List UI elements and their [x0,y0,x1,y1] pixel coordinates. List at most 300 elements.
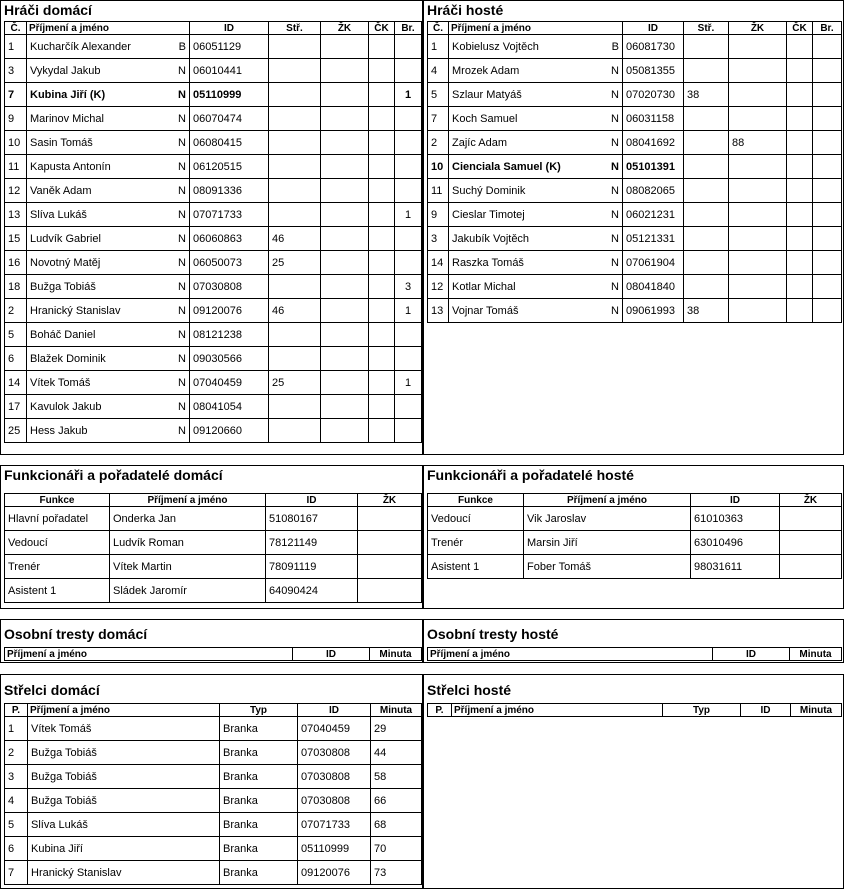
cell-name [449,179,623,203]
cell-yellow-card [729,227,787,251]
player-name: Vojnar Tomáš [452,304,519,317]
player-position: N [178,136,186,149]
cell-goals [813,35,842,59]
cell-name [449,131,623,155]
cell-shots [269,59,321,83]
cell-goals [395,155,422,179]
cell-name: Sládek Jaromír [110,579,266,603]
player-position: N [611,184,619,197]
cell-red-card [787,35,813,59]
col-yellow-card: ŽK [358,494,422,507]
cell-goals: 1 [395,203,422,227]
cell-role: Trenér [5,555,110,579]
col-id: ID [691,494,780,507]
cell-yellow-card [358,579,422,603]
cell-id: 07030808 [298,765,371,789]
table-row [428,179,842,203]
col-shots: Stř. [269,22,321,35]
cell-shots: 25 [269,371,321,395]
cell-num: 5 [5,323,27,347]
cell-red-card [787,107,813,131]
cell-order: 7 [5,861,28,885]
cell-name: Onderka Jan [110,507,266,531]
cell-name [27,371,190,395]
table-row [5,107,422,131]
cell-yellow-card [358,507,422,531]
away-penalties-table [427,647,842,661]
cell-shots [269,203,321,227]
cell-order: 3 [5,765,28,789]
cell-red-card [787,299,813,323]
col-id: ID [266,494,358,507]
cell-yellow-card [321,35,369,59]
cell-name: Vítek Martin [110,555,266,579]
cell-shots [269,179,321,203]
table-row [428,251,842,275]
cell-name [449,203,623,227]
cell-id: 06081730 [623,35,684,59]
cell-shots [684,251,729,275]
cell-id: 06051129 [190,35,269,59]
table-row [5,789,422,813]
table-row [5,251,422,275]
col-id: ID [623,22,684,35]
player-position: N [178,208,186,221]
cell-yellow-card [321,323,369,347]
player-name: Slíva Lukáš [30,208,87,221]
cell-yellow-card [321,419,369,443]
col-name: Příjmení a jméno [449,22,623,35]
cell-order: 2 [5,741,28,765]
cell-red-card [787,179,813,203]
home-penalties-title: Osobní tresty domácí [4,626,148,642]
cell-goals [395,323,422,347]
cell-num: 12 [5,179,27,203]
player-position: N [178,328,186,341]
table-row [428,203,842,227]
col-type: Typ [220,704,298,717]
cell-goals: 3 [395,275,422,299]
table-row [5,299,422,323]
player-position: N [178,88,186,101]
cell-goals [395,227,422,251]
cell-name [449,275,623,299]
player-name: Mrozek Adam [452,64,520,77]
cell-name [27,323,190,347]
cell-name: Vítek Tomáš [28,717,220,741]
player-position: B [178,40,186,53]
away-officials-table [427,493,842,579]
cell-shots [269,131,321,155]
cell-name [27,203,190,227]
table-row [5,765,422,789]
cell-yellow-card [321,179,369,203]
cell-yellow-card [321,59,369,83]
cell-id: 05121331 [623,227,684,251]
table-header-row [5,704,422,717]
cell-shots: 38 [684,299,729,323]
table-header-row [5,494,422,507]
cell-red-card [369,131,395,155]
home-players-panel [0,0,423,455]
table-row [428,59,842,83]
cell-red-card [787,59,813,83]
cell-red-card [369,59,395,83]
player-position: N [611,88,619,101]
cell-shots: 25 [269,251,321,275]
table-row [5,419,422,443]
cell-num: 17 [5,395,27,419]
cell-yellow-card [729,83,787,107]
cell-goals [813,275,842,299]
cell-num: 13 [428,299,449,323]
cell-goals [813,227,842,251]
cell-name: Vik Jaroslav [524,507,691,531]
table-header-row [5,22,422,35]
player-name: Hess Jakub [30,424,88,437]
col-minute: Minuta [791,704,842,717]
col-order: P. [5,704,28,717]
table-row [5,717,422,741]
cell-red-card [369,371,395,395]
cell-id: 07071733 [298,813,371,837]
table-row [428,131,842,155]
cell-red-card [369,275,395,299]
player-name: Kubina Jiří (K) [30,88,106,101]
col-name: Příjmení a jméno [428,648,713,661]
table-row [5,59,422,83]
player-position: N [178,304,186,317]
cell-id: 63010496 [691,531,780,555]
cell-id: 09120660 [190,419,269,443]
player-name: Jakubík Vojtěch [452,232,530,245]
cell-name [449,35,623,59]
cell-yellow-card [729,275,787,299]
player-name: Suchý Dominik [452,184,526,197]
table-row [5,837,422,861]
cell-goals [813,107,842,131]
cell-name [27,35,190,59]
cell-name [449,251,623,275]
cell-minute: 70 [371,837,422,861]
cell-goals [395,179,422,203]
cell-shots [684,227,729,251]
player-position: N [611,136,619,149]
cell-red-card [369,35,395,59]
table-row [5,347,422,371]
cell-red-card [787,131,813,155]
cell-id: 07061904 [623,251,684,275]
player-name: Raszka Tomáš [452,256,524,269]
cell-name [449,227,623,251]
cell-shots [269,275,321,299]
cell-goals: 1 [395,83,422,107]
cell-id: 78091119 [266,555,358,579]
cell-goals [813,155,842,179]
col-num: Č. [5,22,27,35]
cell-role: Vedoucí [5,531,110,555]
home-scorers-panel [0,674,423,889]
player-position: N [178,400,186,413]
cell-num: 7 [428,107,449,131]
cell-yellow-card [321,155,369,179]
cell-name [27,251,190,275]
cell-goals [395,395,422,419]
cell-role: Asistent 1 [428,555,524,579]
player-name: Koch Samuel [452,112,518,125]
player-position: N [611,280,619,293]
table-row [5,35,422,59]
cell-num: 10 [428,155,449,179]
table-row [5,131,422,155]
cell-shots [684,155,729,179]
home-officials-table [4,493,422,603]
cell-shots [269,323,321,347]
cell-yellow-card [358,531,422,555]
cell-name [27,347,190,371]
player-name: Blažek Dominik [30,352,106,365]
cell-id: 05110999 [190,83,269,107]
player-position: N [611,160,619,173]
cell-shots: 46 [269,299,321,323]
cell-name [27,179,190,203]
home-scorers-table [4,703,422,885]
cell-red-card [787,251,813,275]
table-header-row [428,704,842,717]
player-name: Vítek Tomáš [30,376,91,389]
cell-shots [269,347,321,371]
col-yellow-card: ŽK [729,22,787,35]
away-officials-panel [423,465,844,609]
cell-goals [813,203,842,227]
cell-id: 06031158 [623,107,684,131]
player-name: Kotlar Michal [452,280,516,293]
cell-num: 9 [5,107,27,131]
player-position: N [178,184,186,197]
cell-yellow-card [729,251,787,275]
col-minute: Minuta [790,648,842,661]
cell-id: 09120076 [190,299,269,323]
cell-name [27,107,190,131]
cell-yellow-card [321,371,369,395]
cell-shots [269,35,321,59]
cell-name [27,155,190,179]
player-position: N [178,256,186,269]
col-name: Příjmení a jméno [452,704,663,717]
cell-goals [395,419,422,443]
away-penalties-title: Osobní tresty hosté [427,626,559,642]
cell-yellow-card [780,555,842,579]
player-position: N [611,232,619,245]
player-name: Zajíc Adam [452,136,508,149]
player-name: Novotný Matěj [30,256,101,269]
cell-id: 07020730 [623,83,684,107]
cell-id: 51080167 [266,507,358,531]
cell-goals [395,251,422,275]
cell-name: Fober Tomáš [524,555,691,579]
cell-id: 06010441 [190,59,269,83]
home-officials-panel [0,465,423,609]
cell-num: 5 [428,83,449,107]
cell-goals: 1 [395,299,422,323]
cell-name: Bužga Tobiáš [28,765,220,789]
player-position: N [611,112,619,125]
cell-type: Branka [220,837,298,861]
player-name: Marinov Michal [30,112,104,125]
table-row [5,275,422,299]
col-red-card: ČK [369,22,395,35]
cell-shots: 46 [269,227,321,251]
cell-id: 05110999 [298,837,371,861]
cell-goals [813,251,842,275]
cell-type: Branka [220,789,298,813]
cell-red-card [787,83,813,107]
cell-id: 05081355 [623,59,684,83]
col-yellow-card: ŽK [321,22,369,35]
cell-red-card [369,395,395,419]
home-players-title: Hráči domácí [4,2,92,18]
cell-type: Branka [220,741,298,765]
player-name: Kapusta Antonín [30,160,111,173]
cell-id: 08041840 [623,275,684,299]
cell-yellow-card [321,227,369,251]
home-scorers-title: Střelci domácí [4,682,100,698]
cell-role: Vedoucí [428,507,524,531]
cell-shots [269,107,321,131]
away-players-panel [423,0,844,455]
cell-goals: 1 [395,371,422,395]
table-row [5,555,422,579]
cell-id: 08082065 [623,179,684,203]
cell-red-card [369,155,395,179]
table-row [428,35,842,59]
cell-goals [395,131,422,155]
cell-yellow-card [321,347,369,371]
cell-red-card [369,227,395,251]
col-id: ID [713,648,790,661]
home-penalties-panel [0,619,423,663]
cell-yellow-card [780,531,842,555]
cell-num: 13 [5,203,27,227]
cell-name [27,299,190,323]
table-row [5,371,422,395]
cell-role: Trenér [428,531,524,555]
cell-red-card [787,275,813,299]
cell-id: 07040459 [190,371,269,395]
table-row [428,299,842,323]
table-row [5,507,422,531]
player-name: Cieslar Timotej [452,208,525,221]
cell-yellow-card: 88 [729,131,787,155]
cell-id: 06060863 [190,227,269,251]
cell-name: Hranický Stanislav [28,861,220,885]
table-header-row [428,22,842,35]
cell-goals [813,83,842,107]
cell-num: 15 [5,227,27,251]
col-order: P. [428,704,452,717]
cell-shots [269,395,321,419]
cell-shots [684,179,729,203]
cell-type: Branka [220,765,298,789]
table-row [428,83,842,107]
cell-red-card [369,179,395,203]
cell-yellow-card [729,35,787,59]
cell-order: 6 [5,837,28,861]
player-position: N [178,64,186,77]
col-shots: Stř. [684,22,729,35]
player-position: N [611,256,619,269]
table-row [5,227,422,251]
cell-goals [813,299,842,323]
col-yellow-card: ŽK [780,494,842,507]
table-row [428,507,842,531]
cell-id: 08121238 [190,323,269,347]
cell-goals [395,107,422,131]
cell-yellow-card [321,251,369,275]
table-row [428,107,842,131]
player-position: N [178,376,186,389]
cell-goals [813,131,842,155]
col-goals: Br. [395,22,422,35]
cell-red-card [369,419,395,443]
cell-id: 05101391 [623,155,684,179]
cell-num: 14 [428,251,449,275]
home-penalties-table [4,647,422,661]
cell-id: 06021231 [623,203,684,227]
cell-shots [684,131,729,155]
cell-minute: 68 [371,813,422,837]
cell-id: 09061993 [623,299,684,323]
col-role: Funkce [5,494,110,507]
cell-num: 9 [428,203,449,227]
player-position: N [611,64,619,77]
col-role: Funkce [428,494,524,507]
player-name: Sasin Tomáš [30,136,93,149]
player-position: N [178,280,186,293]
cell-yellow-card [729,203,787,227]
cell-id: 61010363 [691,507,780,531]
away-officials-title: Funkcionáři a pořadatelé hosté [427,467,634,483]
player-name: Cienciala Samuel (K) [452,160,561,173]
cell-type: Branka [220,861,298,885]
cell-name [449,107,623,131]
cell-type: Branka [220,813,298,837]
cell-red-card [369,107,395,131]
table-row [5,179,422,203]
table-row [428,555,842,579]
cell-yellow-card [729,299,787,323]
cell-id: 06070474 [190,107,269,131]
cell-num: 14 [5,371,27,395]
col-name: Příjmení a jméno [27,22,190,35]
home-officials-title: Funkcionáři a pořadatelé domácí [4,467,223,483]
away-penalties-panel [423,619,844,663]
away-scorers-title: Střelci hosté [427,682,512,698]
player-name: Vaněk Adam [30,184,92,197]
cell-num: 10 [5,131,27,155]
cell-id: 64090424 [266,579,358,603]
cell-minute: 58 [371,765,422,789]
table-row [428,155,842,179]
table-header-row [5,648,422,661]
away-players-table [427,21,842,323]
cell-num: 11 [428,179,449,203]
cell-minute: 66 [371,789,422,813]
player-name: Hranický Stanislav [30,304,121,317]
cell-num: 2 [428,131,449,155]
player-name: Kobielusz Vojtěch [452,40,539,53]
cell-num: 16 [5,251,27,275]
